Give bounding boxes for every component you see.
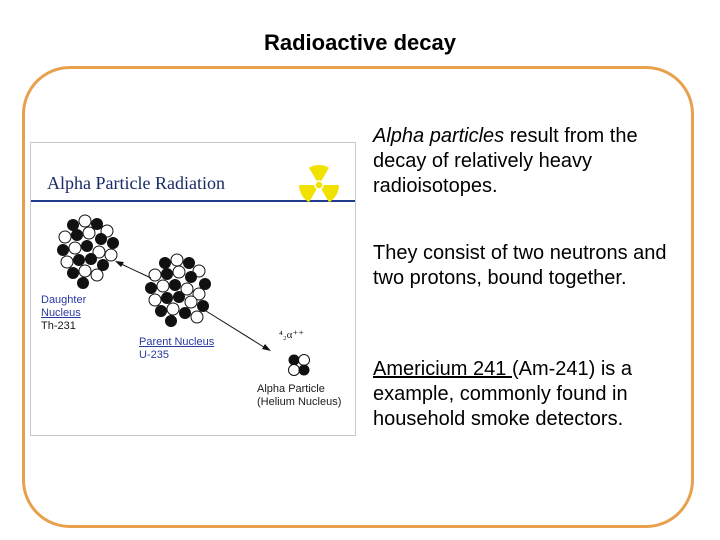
daughter-label-line2: Nucleus (41, 307, 81, 319)
alpha-radiation-figure (30, 142, 356, 436)
radiation-trefoil-icon (297, 165, 342, 204)
parent-isotope: U-235 (139, 349, 169, 361)
americium-link-text: Americium 241 (373, 358, 512, 380)
daughter-nucleus-icon (57, 215, 119, 289)
alpha-label-line2: (Helium Nucleus) (257, 396, 342, 408)
alpha-particle-icon (289, 355, 310, 376)
alpha-particle-label (257, 383, 341, 409)
parent-label-line1: Parent Nucleus (139, 336, 215, 348)
paragraph1-rest: result from the decay of relatively heavy radioisotopes. (373, 125, 638, 197)
figure-title: Alpha Particle Radiation (47, 173, 225, 193)
slide-title: Radioactive decay (264, 30, 456, 55)
parent-nucleus-icon (145, 254, 211, 327)
daughter-nucleus-label (41, 294, 86, 333)
alpha-particles-term: Alpha particles (373, 125, 505, 147)
alpha-label-line1: Alpha Particle (257, 383, 325, 395)
parent-nucleus-label (139, 336, 214, 362)
alpha-symbol: ⁴₂α⁺⁺ (279, 329, 305, 341)
paragraph3-rest: (Am-241) is a example, commonly found in household smoke detectors. (373, 358, 632, 430)
paragraph-alpha-particles (373, 124, 689, 199)
paragraph-composition: They consist of two neutrons and two protons, bound together. (373, 242, 667, 289)
paragraph-americium (373, 357, 689, 432)
daughter-isotope: Th-231 (41, 320, 76, 332)
daughter-label-line1: Daughter (41, 294, 87, 306)
